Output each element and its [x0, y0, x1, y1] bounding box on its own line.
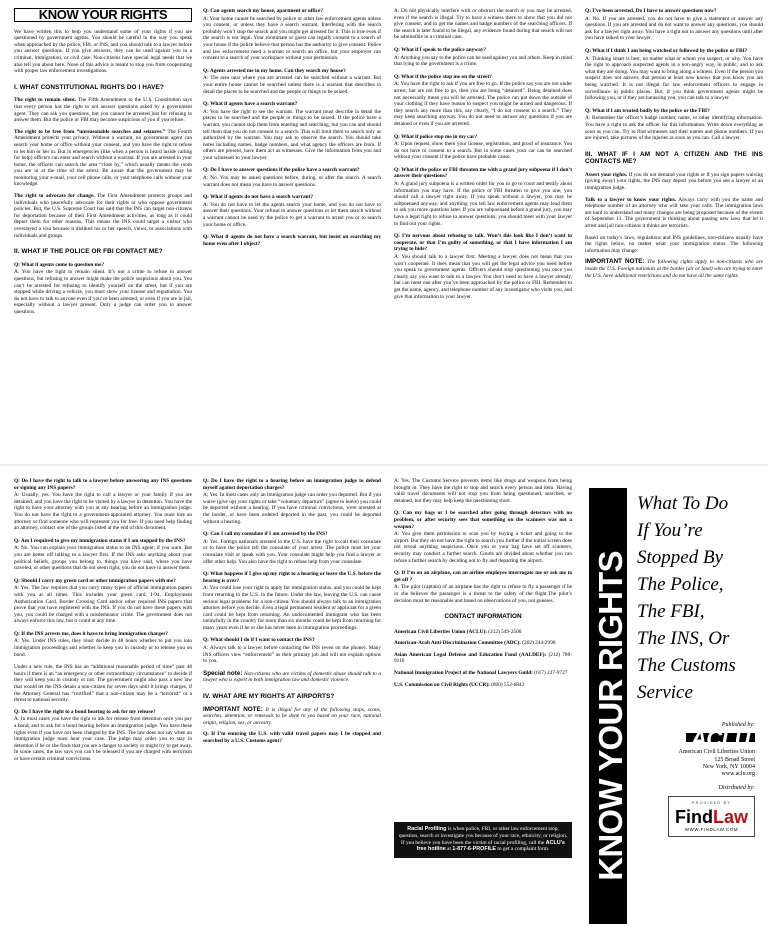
- assert-rights-text: If you do not demand your rights or if you sign papers waiving (giving away) your rights, the INS may deport you before you see a lawyer or an immigration judge.: [585, 171, 763, 192]
- contact-entry: [394, 640, 572, 647]
- section-heading-3: III. WHAT IF I AM NOT A CITIZEN AND THE INS CONTACTS ME?: [585, 150, 763, 166]
- talk-lawyer-paragraph: [585, 197, 763, 230]
- tagline-line: What To Do: [637, 493, 729, 514]
- important-note-2-label: IMPORTANT NOTE:: [203, 705, 263, 713]
- question: Q: I’m nervous about refusing to talk. Won’t this look like I don’t want to cooperate, or that I’m guilty of something, or that I have information I am trying to hide?: [394, 233, 572, 253]
- qa-talk-lawyer-ins: [14, 478, 192, 532]
- right-advocate-paragraph: [14, 193, 192, 239]
- column-2: [203, 8, 381, 458]
- cover-panel: [585, 478, 761, 928]
- question: Q: What if the police or FBI threaten me with a grand jury subpoena if I don’t answer their questions?: [394, 166, 572, 180]
- answer: A: You give them permission to scan you by buying a ticket and going to the airport. But they do not have the right to search you further if the initial screen does not reveal anything suspicious. Once you or your bag have set off scanners, security may conduct a further search. Courts are divided about whether you can refuse a further search by deciding not to fly and departing the airport.: [394, 531, 572, 564]
- answer: A: Yes. Under INS rules, they must decide in 48 hours whether to put you into immigration proceedings and whether to keep you in custody or to release you on bond.: [14, 638, 192, 658]
- tagline-line: If You’re: [637, 520, 703, 541]
- question: Q: Do I have the right to a bond hearing to ask for my release?: [14, 708, 156, 715]
- findlaw-wordmark-find: Find: [674, 806, 713, 827]
- findlaw-provided-by: PROVIDED BY: [691, 801, 732, 806]
- assert-rights-paragraph: [585, 172, 763, 192]
- qa-give-up-hearing: [203, 571, 381, 631]
- right-silence-lead: The right to remain silent.: [14, 97, 77, 104]
- column-5: [14, 478, 192, 926]
- pamphlet-bottom-half: [0, 470, 768, 932]
- question: Q: Should I carry my green card or other immigration papers with me?: [14, 577, 176, 584]
- contact-phone: (212) 549-2500: [486, 628, 522, 635]
- publisher-website: www.aclu.org: [721, 771, 755, 778]
- question: Q: Am I required to give my immigration status if I am stopped by the INS?: [14, 537, 186, 544]
- answer: A: Yes. In most cases only an immigration judge can order you deported. But if you waive (give up) your rights or take “voluntary departure” (agree to leave) you could be deported without a hearing. If you have criminal convictions, were arrested at the border, or have been ordered deported in the past, you could be deported without a hearing.: [203, 492, 381, 525]
- published-by-label: Published by:: [721, 722, 755, 728]
- findlaw-url: WWW.FINDLAW.COM: [684, 826, 739, 832]
- qa-immigration-status: [14, 538, 192, 572]
- qa-insist-search: [203, 234, 381, 247]
- qa-customs-answer: [394, 478, 572, 504]
- question: Q: Can I call my consulate if I am arrested by the INS?: [203, 531, 328, 538]
- answer: A: No. You may be asked questions before, during, or after the search. A search warrant does not mean you have to answer questions.: [203, 175, 381, 188]
- based-on-laws-paragraph: Based on today’s laws, regulations and INS guidelines, non-citizens usually have the rights below, no matter what your immigration status. The following information may change:: [585, 234, 763, 254]
- answer: A: The pilot (captain) of an airplane has the right to refuse to fly a passenger if he or she believes the passenger is a threat to the safety of the flight.The pilot’s decision must be reasonable and based on observations of you, not guesses.: [394, 584, 572, 604]
- question: Q: Agents arrested me in my home. Can they search my house?: [203, 67, 346, 74]
- contact-phone: (617) 227-9727: [532, 670, 568, 677]
- qa-grand-jury: [394, 167, 572, 227]
- answer: A: You have the right to ask if you are free to go. If the police say you are not under arrest, but are not free to go, then you are being “detained”. Being detained does not necessarily mean you will be arrested. The police can pat down the outside of your clothing if they have reason to suspect you might be armed and dangerous. If they search any more than this, say clearly, “I do not consent to a search.” They may keep searching anyway. You do not need to answer any questions if you are detained or even if you are arrested.: [394, 81, 572, 127]
- column-4: [585, 8, 763, 458]
- answer: A: A grand jury subpoena is a written order for you to go to court and testify about information you may have. If the police or FBI threaten to give you one, you should call a lawyer right away. If you speak without a lawyer, you may be subpoenaed anyway, and anything you tell law enforcement agents may lead them to ask you more questions later. If you are subpoenaed before a grand jury, you may have a legal right to refuse to answer questions; you should meet with your lawyer to find out your rights.: [394, 181, 572, 227]
- important-note-2: [203, 707, 381, 727]
- right-advocate-text: The First Amendment protects groups and individuals who peacefully advocate for their rights or who oppose government policies. But, the U.S. Supreme Court has said that the INS can target non-citizens for deportation because of their First Amendment activities, as long as it could deport them for other reasons. This means the INS could target a visitor who overstayed a visa because it disliked his or her speech, views, or associations with individuals and groups.: [14, 193, 192, 239]
- racial-profiling-tail: to get a complaint form.: [496, 846, 550, 853]
- important-note-2-text: It is illegal for any of the following stops, scans, searches, detention, or removals to be done to you based on your race, national origin, religion, sex, or ancestry.: [203, 706, 381, 726]
- racial-profiling-box: [394, 822, 572, 858]
- qa-arrested-home: [203, 68, 381, 95]
- qa-search-house: [203, 8, 381, 62]
- special-note: [203, 671, 381, 684]
- qa-consulate: [203, 531, 381, 565]
- right-search-lead: The right to be free from “unreasonable searches and seizures.”: [14, 128, 166, 135]
- answer: A: Anything you say to the police can be used against you and others. Keep in mind that lying to the government is a crime.: [394, 54, 572, 68]
- answer: A: No. If you are arrested, you do not have to give a statement or answer any questions. If you are arrested and do not want to answer any questions, you should ask for a lawyer right away. You have a right not to answer any questions until after you have talked to your lawyer.: [585, 15, 763, 42]
- answer: A: Your home cannot be searched by police or other law enforcement agents unless you consent, or unless they have a search warrant. Interfering with the search probably won’t stop the search and you might get arrested for it. This is true even if the search is not legal. Your roommate or guest can legally consent to a search of your house if the police believe that person has the authority to give consent. Police and law enforcement need a warrant to search an office, but your employer can consent to a search of your workspace without your permission.: [203, 15, 381, 62]
- qa-answer-with-warrant: [203, 167, 381, 188]
- qa-insist-search-answer: [394, 8, 572, 41]
- tagline-line: The Police,: [637, 574, 724, 595]
- question: Q: Do I have the right to a hearing before an immigration judge to defend myself against deportation charges?: [203, 478, 381, 491]
- qa-airplane: [394, 570, 572, 604]
- question: Q: If I’m on an airplane, can an airline employee interrogate me or ask me to get off ?: [394, 570, 572, 583]
- question: Q: Can agents search my house, apartment or office?: [203, 8, 323, 14]
- answer: A: Thinking smart is best, no matter what or whom you suspect, or why. You have the right to approach suspected agents in a non-angry way, in public, and to ask what they are doing. You may want to bring along a witness. Even if the person you suspect does not answer, that person at least now knows that you know you are being watched. It is not illegal for law enforcement officers to engage in surveillance in public places. But, if you think government agents might be following you, or if they are harassing you, you can talk to a lawyer.: [585, 55, 763, 102]
- right-search-paragraph: [14, 129, 192, 188]
- contact-entry: [394, 629, 572, 636]
- contact-entry: [394, 670, 572, 677]
- racial-profiling-lead: Racial Profiling: [407, 826, 447, 832]
- document-title: KNOW YOUR RIGHTS: [14, 8, 192, 22]
- tagline-line: The Customs: [637, 655, 736, 676]
- answer: A: No. You can explain your immigration status to an INS agent, if you want. But you are better off talking to a lawyer first. If the INS asks anything about your political beliefs, groups you belong to, things you have said, where you have traveled, or other questions that do not seem right, you do not have to answer them.: [14, 545, 192, 572]
- question: Q: What if I am treated badly by the police or the FBI?: [585, 107, 710, 114]
- contact-phone: (202) 244-2990: [520, 640, 556, 647]
- answer: A: Upon request, show them your license, registration, and proof of insurance. You do not have to consent to a search. But in some cases your car can be searched without your consent if the police have probable cause.: [394, 141, 572, 161]
- question: Q: What if I speak to the police anyway?: [394, 46, 487, 53]
- contact-entry: [394, 652, 572, 665]
- question: Q: If I’m entering the U.S. with valid travel papers may I be stopped and searched by a U.S. Customs agent?: [203, 731, 381, 744]
- contact-heading: CONTACT INFORMATION: [444, 613, 522, 621]
- section-heading-2: II. WHAT IF THE POLICE OR FBI CONTACT ME?: [14, 248, 163, 256]
- intro-paragraph: We have written this to help you understand some of your rights if you are questioned by government agents. You should be careful in the way you speak when approached by the police, FBI, or INS, and you should talk to a lawyer before you answer questions. If you give answers, they can be used against you in a criminal, immigration, or civil case. Non-citizens have special legal needs that we also tell you about here. None of this advice is meant to stop you from cooperating with proper law enforcement investigations.: [14, 28, 192, 75]
- contact-entry: [394, 682, 572, 689]
- racial-profiling-number: 1-877-6-PROFILE: [452, 846, 497, 853]
- contact-name: American-Arab Anti-Discrimination Committee (ADC):: [394, 640, 521, 647]
- findlaw-wordmark-law: Law: [712, 806, 748, 827]
- special-note-label: Special note:: [203, 669, 243, 677]
- qa-bond-hearing: [14, 709, 192, 763]
- publisher-name: American Civil Liberties Union: [678, 749, 755, 756]
- question: Q: What if the police stop me on the street?: [394, 73, 492, 80]
- question: Q: What if I think I am being watched or followed by the police or FBI?: [585, 47, 748, 54]
- question: Q: Do I have to answer questions if the police have a search warrant?: [203, 167, 360, 174]
- question: Q: Can my bags or I be searched after going through detectors with no problem, or after security sees that something on the scanners was not a weapon?: [394, 510, 572, 530]
- right-silence-paragraph: [14, 97, 192, 123]
- qa-treated-badly: [585, 108, 763, 142]
- qa-bag-search: [394, 510, 572, 564]
- answer: A: Usually, yes. You have the right to call a lawyer or your family if you are detained, and you have the right to be visited by a lawyer in detention. You have the right to have your attorney with you at any hearing before an immigration judge. You do not have the right to a government-appointed attorney. You must hire an attorney or find someone who will represent you for free. If you need help finding an attorney, contact one of the groups listed at the end of this document.: [14, 492, 192, 532]
- question: Q: Do I have the right to talk to a lawyer before answering any INS questions or signing any INS papers?: [14, 478, 192, 491]
- column-7: [394, 478, 572, 926]
- question: Q: What if police stop me in my car?: [394, 133, 478, 140]
- right-search-text: The Fourth Amendment protects your privacy. Without a warrant, no government agent can search your home or office without your consent, and you have the right to refuse to let him or her in. But in emergencies (like when a person is heard inside calling for help) officers can enter and search without a warrant. If you are arrested in your home, the officers can search the area “close by,” which usually means the room you are in at the time of the arrest. Be aware that the government may be monitoring your e-mail, your cell phone calls, or your telephone calls without your knowledge.: [14, 128, 192, 188]
- answer: A: You have the right to see the warrant. The warrant must describe in detail the places to be searched and the people or things to be seized. If the police have a warrant, you cannot stop them from entering and searching, but you can and should tell them that you do not consent to a search. This will limit them to search only as authorized by the warrant. You may ask to observe the search. You should take notes including names, badge numbers, and what agency the officers are from. If others are present, have them act as witnesses. Give the information from you and your witnesses to your lawyer.: [203, 108, 381, 161]
- qa-contact-ins: [203, 637, 381, 664]
- contact-name: National Immigration Project of the National Lawyers Guild:: [394, 670, 533, 677]
- racial-profiling-at: at: [445, 846, 453, 853]
- tagline-line: Stopped By: [637, 547, 724, 568]
- aclu-logo: ACLU: [686, 733, 755, 742]
- publisher-address-line2: New York, NY 10004: [702, 763, 755, 770]
- qa-carry-papers: [14, 578, 192, 625]
- publisher-block: [637, 722, 755, 837]
- qa-no-warrant: [203, 194, 381, 228]
- answer: A: Yes. Foreign nationals arrested in the U.S. have the right to call their consulate or to have the police tell the consulate of your arrest. The police must let your consulate visit or speak with you. Your consulate might help you find a lawyer or offer other help. You also have the right to refuse help from your consulate.: [203, 538, 381, 565]
- talk-lawyer-text: Always carry with you the name and telephone number of an attorney who will take your calls. The immigration laws are hard to understand and many changes are being proposed because of the events of September 11. The government is thinking about passing new laws that let it arrest and jail non-citizens it thinks are terrorists.: [585, 196, 763, 230]
- pamphlet-top-half: [0, 0, 768, 462]
- question: Q: What happens if I give up my right to a hearing or leave the U.S. before the hearing is over?: [203, 571, 381, 584]
- column-1: [14, 8, 192, 458]
- answer: A: The area near where you are arrested can be searched without a warrant. But your entire house cannot be searched unless there is a warrant that describes in detail the places to be searched and the people or things to be seized.: [203, 75, 381, 95]
- important-note-1: [585, 259, 763, 279]
- new-rule-paragraph: Under a new rule, the INS has an “additional reasonable period of time” past 48 hours if there is an “an emergency or other extraordinary circumstance” to decide if they will keep you in custody or not. The government might also pass a new law that would let the INS detain a non-citizen for seven days until it brings charges, if the Attorney General has “certified” that a non-citizen may be a “terrorist” or a threat to national security.: [14, 664, 192, 704]
- answer: A: Always talk to a lawyer before contacting the INS (even on the phone). Many INS officers view “enforcement” as their primary job and will not explain options to you.: [203, 645, 381, 665]
- right-silence-text: The Fifth Amendment to the U.S. Constitution says that every person has the right to not answer questions asked by a government agent. They can ask you questions, but you cannot be arrested just for refusing to answer them. But the police or FBI may become suspicious of you if you refuse.: [14, 97, 192, 124]
- tagline-line: The INS, Or: [637, 628, 730, 649]
- question: Q: What if agents have a search warrant?: [203, 101, 298, 108]
- question: Q: What if agents come to question me?: [14, 261, 105, 268]
- contact-phone: (800) 552-6843: [489, 681, 525, 688]
- findlaw-logo: [668, 796, 755, 836]
- question: Q: What should I do if I want to contact the INS?: [203, 637, 315, 644]
- question: Q: If the INS arrests me, does it have to bring immigration charges?: [14, 630, 168, 637]
- qa-search-warrant: [203, 101, 381, 161]
- contact-phone: (212) 780-9110: [394, 651, 572, 665]
- column-3: [394, 8, 572, 458]
- section-heading-1: I. WHAT CONSTITUTIONAL RIGHTS DO I HAVE?: [14, 83, 164, 91]
- right-advocate-lead: The right to advocate for change.: [14, 193, 95, 200]
- question: Q: What if agents do not have a search warrant?: [203, 194, 314, 201]
- qa-deportation-hearing: [203, 478, 381, 525]
- important-note-1-text: The following rights apply to non-citizens who are inside the U.S. Foreign nationals at the border (air or land) who are trying to enter the U.S. have additional restrictions and do not have all the same rights.: [585, 259, 763, 279]
- answer: A: Yes. The Customs Service prevents items like drugs and weapons from being brought in. They have the right to stop and search every person and item. Having valid travel documents will not stop you from being questioned, searched, or detained, but they may help keep the questioning short.: [394, 478, 572, 504]
- contact-name: U.S. Commission on Civil Rights (UCCR):: [394, 681, 490, 688]
- qa-immigration-charges: [14, 631, 192, 658]
- assert-rights-lead: Assert your rights.: [585, 171, 628, 178]
- answer: A: Do not physically interfere with or obstruct the search or you may be arrested, even if the search is illegal. Try to have a witness there to show that you did not give consent, and to get the names and badge numbers of the searching officers. If the search is later found to be illegal, any evidence found during that search will not be admissible in a criminal case.: [394, 8, 572, 41]
- question: Q: What if agents do not have a search warrant, but insist on searching my home even after I object?: [203, 234, 381, 247]
- qa-agents-question: [14, 262, 192, 316]
- answer: A: You could lose your right to apply for immigration status, and you could be kept from returning to the U.S. in the future. Under the law, leaving the U.S. can cause serious legal problems for a non-citizen. You should always talk to an immigration attorney before you decide. Even a legal permanent resident or applicant for a green card could be kept from returning. An undocumented immigrant who has been unlawfully in the country for more than six months could be kept from returning for many years even if he or she has never been in immigration proceedings.: [203, 585, 381, 631]
- answer: A: You should talk to a lawyer first. Meeting a lawyer does not mean that you won’t cooperate. It does mean that you will get the legal advice you need before you speak to government agents. Officers should stop questioning you once you clearly say you want to talk to a lawyer. You don’t need to have a lawyer already, but can meet one after you’ve been approached by the police or FBI. Remember to get the name, agency, and telephone number of any investigator who visits you, and give that information to your lawyer.: [394, 254, 572, 300]
- answer: A: You have the right to remain silent. It’s not a crime to refuse to answer questions, but refusing to answer might make the police suspicious about you. You can’t be arrested for refusing to identify yourself on the street, but if you are stopped while driving a vehicle, you must show your license and registration. You do not have to talk to anyone even if you’ve been arrested, or even if you are in jail, especially without a lawyer present. Only a judge can order you to answer questions.: [14, 269, 192, 315]
- answer: A: Yes. The law requires that you carry many types of official immigration papers with you at all times. This includes your green card, I-94, Employment Authorization Card, Border Crossing Card and/or other required INS papers that prove that you have registered with the INS. If you do not have these papers with you, you could be charged with a misdemeanor crime. The government does not always enforce this law, but it could at any time.: [14, 585, 192, 625]
- publisher-address-line1: 125 Broad Street: [714, 756, 755, 763]
- qa-nervous: [394, 233, 572, 300]
- qa-car-stop: [394, 134, 572, 161]
- fold-divider: [0, 464, 768, 466]
- qa-street-stop: [394, 74, 572, 128]
- answer: A: You do not have to let the agents search your home, and you do not have to answer their questions. Your refusal to answer questions or let them search without a warrant cannot be used by the police to get a warrant to arrest you or to search your home or office.: [203, 201, 381, 228]
- tagline-line: The FBI,: [637, 601, 705, 622]
- column-6: [203, 478, 381, 926]
- question: Q: I’ve been arrested. Do I have to answer questions now?: [585, 8, 717, 14]
- vertical-title-bar: [589, 488, 627, 924]
- qa-arrested: [585, 8, 763, 42]
- vertical-title: KNOW YOUR RIGHTS: [592, 551, 629, 881]
- racial-profiling-text: is when police, FBI, or other law enforcement stop, question, search or investigate you because of your race, ethnicity, or religion. If you believe you have been the victim of racial profiling, call the: [398, 826, 568, 846]
- qa-followed: [585, 48, 763, 102]
- qa-speak-anyway: [394, 47, 572, 68]
- contact-name: American Civil Liberties Union (ACLU):: [394, 628, 487, 635]
- answer: A: Remember the officer’s badge number, name, or other identifying information. You have a right to ask the officer for this information. Write down everything as soon as you can. Try to find witnesses and their names and phone numbers. If you are injured, take pictures of the injuries as soon as you can. Call a lawyer.: [585, 115, 763, 142]
- answer: A: In most cases you have the right to ask for release from detention once you pay a bond, and to ask for a bond hearing before an immigration judge. You have these rights even if you have not been charged by the INS. The law does not say when an immigration judge must hear your case. The judge may order you to stay in detention if he or she finds that you are a danger to society or might try to get away. In some cases, the law says you can’t be released if you are charged with terrorism or have certain criminal convictions.: [14, 716, 192, 762]
- cover-tagline: [637, 490, 757, 706]
- important-note-1-label: IMPORTANT NOTE:: [585, 258, 645, 266]
- contact-name: Asian American Legal Defense and Education Fund (AALDEF):: [394, 651, 547, 658]
- findlaw-wordmark: [675, 808, 748, 826]
- qa-customs-search: [203, 731, 381, 744]
- talk-lawyer-lead: Talk to a lawyer to know your rights.: [585, 196, 677, 203]
- racial-profiling-hotline: ACLU’s free hotline: [416, 839, 565, 853]
- distributed-by-label: Distributed by:: [718, 785, 755, 792]
- section-heading-4: IV. WHAT ARE MY RIGHTS AT AIRPORTS?: [203, 693, 335, 701]
- tagline-line: Service: [637, 682, 693, 703]
- special-note-text: Non-citizens who are victims of domestic abuse should talk to a lawyer who is expert in both immigration law and domestic violence.: [203, 670, 381, 684]
